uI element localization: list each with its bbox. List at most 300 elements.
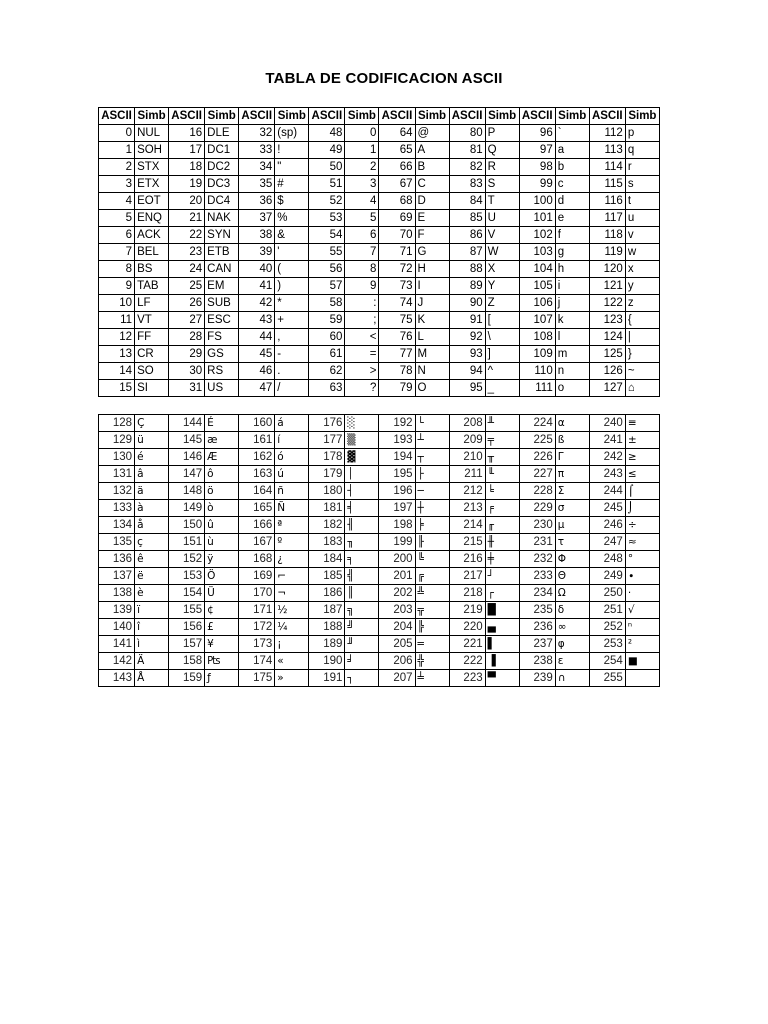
ascii-code: 205 [379, 636, 415, 653]
ascii-code: 255 [589, 670, 625, 687]
ascii-code: 68 [379, 193, 415, 210]
ascii-symbol: └ [415, 415, 449, 432]
header-ascii: ASCII [169, 108, 205, 125]
ascii-code: 153 [169, 568, 205, 585]
ascii-code: 156 [169, 619, 205, 636]
ascii-symbol: ë [135, 568, 169, 585]
ascii-symbol: ├ [415, 466, 449, 483]
ascii-symbol: : [345, 295, 379, 312]
ascii-symbol: EOT [135, 193, 169, 210]
ascii-symbol: Y [485, 278, 519, 295]
ascii-code: 166 [239, 517, 275, 534]
ascii-symbol [625, 670, 659, 687]
ascii-symbol: ó [275, 449, 309, 466]
ascii-symbol: ╕ [345, 551, 379, 568]
ascii-symbol: á [275, 415, 309, 432]
ascii-symbol: ╦ [415, 602, 449, 619]
ascii-symbol: SUB [205, 295, 239, 312]
ascii-symbol: é [135, 449, 169, 466]
ascii-symbol: Ä [135, 653, 169, 670]
ascii-symbol: o [555, 380, 589, 397]
ascii-code: 144 [169, 415, 205, 432]
ascii-code: 43 [239, 312, 275, 329]
ascii-symbol: ' [275, 244, 309, 261]
ascii-code: 214 [449, 517, 485, 534]
header-ascii: ASCII [589, 108, 625, 125]
ascii-code: 27 [169, 312, 205, 329]
ascii-symbol: S [485, 176, 519, 193]
ascii-symbol: Ñ [275, 500, 309, 517]
ascii-symbol: p [625, 125, 659, 142]
ascii-code: 237 [519, 636, 555, 653]
ascii-code: 195 [379, 466, 415, 483]
ascii-code: 128 [99, 415, 135, 432]
ascii-code: 247 [589, 534, 625, 551]
ascii-symbol: B [415, 159, 449, 176]
ascii-symbol: < [345, 329, 379, 346]
ascii-symbol: G [415, 244, 449, 261]
ascii-symbol: ÷ [625, 517, 659, 534]
ascii-symbol: P [485, 125, 519, 142]
ascii-code: 183 [309, 534, 345, 551]
ascii-code: 164 [239, 483, 275, 500]
ascii-code: 6 [99, 227, 135, 244]
ascii-symbol: ╬ [415, 653, 449, 670]
table-row [99, 602, 660, 619]
table-row [99, 125, 660, 142]
ascii-code: 109 [519, 346, 555, 363]
ascii-symbol: ƒ [205, 670, 239, 687]
ascii-code: 94 [449, 363, 485, 380]
ascii-code: 209 [449, 432, 485, 449]
ascii-symbol: ² [625, 636, 659, 653]
ascii-code: 98 [519, 159, 555, 176]
ascii-code: 169 [239, 568, 275, 585]
ascii-code: 52 [309, 193, 345, 210]
ascii-symbol: ┼ [415, 500, 449, 517]
ascii-symbol: | [625, 329, 659, 346]
ascii-code: 251 [589, 602, 625, 619]
ascii-symbol: ┐ [345, 670, 379, 687]
ascii-code: 3 [99, 176, 135, 193]
ascii-code: 163 [239, 466, 275, 483]
ascii-symbol: . [275, 363, 309, 380]
ascii-code: 240 [589, 415, 625, 432]
ascii-code: 157 [169, 636, 205, 653]
ascii-symbol: û [205, 517, 239, 534]
header-simb: Simb [625, 108, 659, 125]
ascii-symbol: x [625, 261, 659, 278]
ascii-symbol: ≥ [625, 449, 659, 466]
ascii-symbol: C [415, 176, 449, 193]
ascii-code: 180 [309, 483, 345, 500]
ascii-code: 12 [99, 329, 135, 346]
ascii-code: 230 [519, 517, 555, 534]
ascii-symbol: ü [135, 432, 169, 449]
ascii-symbol: L [415, 329, 449, 346]
ascii-code: 224 [519, 415, 555, 432]
ascii-code: 48 [309, 125, 345, 142]
ascii-symbol: CR [135, 346, 169, 363]
ascii-code: 253 [589, 636, 625, 653]
ascii-symbol: ╥ [485, 449, 519, 466]
ascii-symbol: 5 [345, 210, 379, 227]
ascii-symbol: @ [415, 125, 449, 142]
ascii-code: 102 [519, 227, 555, 244]
ascii-symbol: ETX [135, 176, 169, 193]
ascii-symbol: Æ [205, 449, 239, 466]
ascii-symbol: █ [485, 602, 519, 619]
ascii-code: 172 [239, 619, 275, 636]
ascii-symbol: 6 [345, 227, 379, 244]
ascii-code: 113 [589, 142, 625, 159]
ascii-code: 231 [519, 534, 555, 551]
ascii-code: 206 [379, 653, 415, 670]
ascii-code: 97 [519, 142, 555, 159]
ascii-symbol: n [555, 363, 589, 380]
ascii-code: 108 [519, 329, 555, 346]
ascii-symbol: δ [555, 602, 589, 619]
ascii-code: 221 [449, 636, 485, 653]
ascii-symbol: ⁿ [625, 619, 659, 636]
ascii-code: 234 [519, 585, 555, 602]
ascii-code: 182 [309, 517, 345, 534]
ascii-symbol: ╖ [345, 534, 379, 551]
table-row [99, 534, 660, 551]
ascii-code: 143 [99, 670, 135, 687]
header-simb: Simb [205, 108, 239, 125]
ascii-code: 127 [589, 380, 625, 397]
ascii-symbol: w [625, 244, 659, 261]
ascii-code: 115 [589, 176, 625, 193]
ascii-code: 130 [99, 449, 135, 466]
ascii-code: 84 [449, 193, 485, 210]
ascii-symbol: ╙ [485, 466, 519, 483]
ascii-code: 222 [449, 653, 485, 670]
ascii-symbol: N [415, 363, 449, 380]
ascii-code: 29 [169, 346, 205, 363]
ascii-code: 14 [99, 363, 135, 380]
ascii-symbol: à [135, 500, 169, 517]
ascii-symbol: √ [625, 602, 659, 619]
ascii-symbol: ~ [625, 363, 659, 380]
ascii-symbol: ú [275, 466, 309, 483]
header-ascii: ASCII [99, 108, 135, 125]
ascii-symbol: ] [485, 346, 519, 363]
ascii-code: 155 [169, 602, 205, 619]
ascii-code: 58 [309, 295, 345, 312]
ascii-symbol: Ω [555, 585, 589, 602]
ascii-symbol: SOH [135, 142, 169, 159]
ascii-symbol: ∞ [555, 619, 589, 636]
ascii-code: 15 [99, 380, 135, 397]
table-row [99, 500, 660, 517]
ascii-code: 70 [379, 227, 415, 244]
ascii-symbol: ╔ [415, 568, 449, 585]
ascii-symbol: / [275, 380, 309, 397]
ascii-symbol: SYN [205, 227, 239, 244]
ascii-symbol: ▐ [485, 653, 519, 670]
ascii-symbol: Φ [555, 551, 589, 568]
ascii-symbol: ù [205, 534, 239, 551]
table-row [99, 346, 660, 363]
ascii-symbol: â [135, 466, 169, 483]
ascii-symbol: « [275, 653, 309, 670]
ascii-code: 162 [239, 449, 275, 466]
ascii-symbol: ( [275, 261, 309, 278]
ascii-symbol: ≤ [625, 466, 659, 483]
ascii-code: 174 [239, 653, 275, 670]
ascii-code: 26 [169, 295, 205, 312]
ascii-code: 119 [589, 244, 625, 261]
ascii-code: 225 [519, 432, 555, 449]
ascii-symbol: DC2 [205, 159, 239, 176]
ascii-code: 176 [309, 415, 345, 432]
ascii-code: 9 [99, 278, 135, 295]
ascii-code: 23 [169, 244, 205, 261]
ascii-code: 33 [239, 142, 275, 159]
ascii-code: 229 [519, 500, 555, 517]
ascii-code: 111 [519, 380, 555, 397]
ascii-code: 95 [449, 380, 485, 397]
ascii-code: 194 [379, 449, 415, 466]
header-simb: Simb [275, 108, 309, 125]
ascii-symbol: ╝ [345, 619, 379, 636]
ascii-symbol: å [135, 517, 169, 534]
ascii-symbol: ╗ [345, 602, 379, 619]
ascii-code: 201 [379, 568, 415, 585]
ascii-code: 242 [589, 449, 625, 466]
ascii-code: 8 [99, 261, 135, 278]
ascii-code: 32 [239, 125, 275, 142]
ascii-symbol: l [555, 329, 589, 346]
ascii-code: 28 [169, 329, 205, 346]
ascii-symbol: (sp) [275, 125, 309, 142]
ascii-symbol: 1 [345, 142, 379, 159]
table-row [99, 449, 660, 466]
ascii-symbol: ┤ [345, 483, 379, 500]
ascii-symbol: É [205, 415, 239, 432]
ascii-symbol: î [135, 619, 169, 636]
ascii-code: 20 [169, 193, 205, 210]
ascii-code: 204 [379, 619, 415, 636]
ascii-symbol: ░ [345, 415, 379, 432]
ascii-table-extended [98, 414, 660, 687]
ascii-code: 71 [379, 244, 415, 261]
ascii-symbol: ╘ [485, 483, 519, 500]
ascii-code: 159 [169, 670, 205, 687]
ascii-symbol: DC4 [205, 193, 239, 210]
ascii-code: 191 [309, 670, 345, 687]
ascii-code: 62 [309, 363, 345, 380]
ascii-code: 193 [379, 432, 415, 449]
ascii-code: 213 [449, 500, 485, 517]
ascii-symbol: DC3 [205, 176, 239, 193]
ascii-code: 13 [99, 346, 135, 363]
ascii-symbol: ╓ [485, 517, 519, 534]
ascii-code: 181 [309, 500, 345, 517]
ascii-code: 134 [99, 517, 135, 534]
ascii-code: 228 [519, 483, 555, 500]
ascii-symbol: H [415, 261, 449, 278]
ascii-code: 77 [379, 346, 415, 363]
ascii-symbol: h [555, 261, 589, 278]
ascii-table-standard [98, 107, 660, 397]
ascii-code: 38 [239, 227, 275, 244]
ascii-symbol: 3 [345, 176, 379, 193]
ascii-symbol: F [415, 227, 449, 244]
ascii-symbol: Ö [205, 568, 239, 585]
ascii-symbol: ╪ [485, 551, 519, 568]
ascii-code: 114 [589, 159, 625, 176]
ascii-code: 103 [519, 244, 555, 261]
ascii-code: 154 [169, 585, 205, 602]
table-row [99, 670, 660, 687]
ascii-code: 129 [99, 432, 135, 449]
ascii-code: 131 [99, 466, 135, 483]
ascii-symbol: Q [485, 142, 519, 159]
ascii-symbol: K [415, 312, 449, 329]
ascii-symbol: % [275, 210, 309, 227]
ascii-symbol: ÿ [205, 551, 239, 568]
header-simb: Simb [555, 108, 589, 125]
ascii-code: 30 [169, 363, 205, 380]
ascii-symbol: ⌡ [625, 500, 659, 517]
ascii-symbol: i [555, 278, 589, 295]
ascii-symbol: BS [135, 261, 169, 278]
ascii-code: 208 [449, 415, 485, 432]
ascii-symbol: ─ [415, 483, 449, 500]
ascii-code: 121 [589, 278, 625, 295]
ascii-symbol: y [625, 278, 659, 295]
ascii-symbol: ∙ [625, 568, 659, 585]
ascii-symbol: æ [205, 432, 239, 449]
ascii-code: 254 [589, 653, 625, 670]
ascii-symbol: Θ [555, 568, 589, 585]
ascii-symbol: ╛ [345, 653, 379, 670]
ascii-code: 233 [519, 568, 555, 585]
ascii-symbol: τ [555, 534, 589, 551]
ascii-symbol: ¡ [275, 636, 309, 653]
header-ascii: ASCII [379, 108, 415, 125]
ascii-code: 54 [309, 227, 345, 244]
ascii-code: 125 [589, 346, 625, 363]
ascii-code: 158 [169, 653, 205, 670]
ascii-code: 67 [379, 176, 415, 193]
ascii-code: 96 [519, 125, 555, 142]
ascii-code: 92 [449, 329, 485, 346]
ascii-code: 147 [169, 466, 205, 483]
ascii-code: 66 [379, 159, 415, 176]
ascii-symbol: ½ [275, 602, 309, 619]
ascii-code: 179 [309, 466, 345, 483]
ascii-symbol: ¿ [275, 551, 309, 568]
ascii-symbol: ╟ [415, 534, 449, 551]
ascii-code: 110 [519, 363, 555, 380]
ascii-code: 19 [169, 176, 205, 193]
ascii-code: 219 [449, 602, 485, 619]
ascii-code: 241 [589, 432, 625, 449]
ascii-code: 220 [449, 619, 485, 636]
ascii-code: 152 [169, 551, 205, 568]
ascii-symbol: O [415, 380, 449, 397]
ascii-code: 217 [449, 568, 485, 585]
ascii-symbol: Ç [135, 415, 169, 432]
ascii-code: 90 [449, 295, 485, 312]
ascii-symbol: ∩ [555, 670, 589, 687]
ascii-code: 46 [239, 363, 275, 380]
header-simb: Simb [485, 108, 519, 125]
ascii-symbol: ö [205, 483, 239, 500]
header-ascii: ASCII [239, 108, 275, 125]
table-row [99, 568, 660, 585]
ascii-code: 218 [449, 585, 485, 602]
ascii-symbol: LF [135, 295, 169, 312]
ascii-symbol: SO [135, 363, 169, 380]
ascii-code: 79 [379, 380, 415, 397]
ascii-code: 244 [589, 483, 625, 500]
ascii-code: 18 [169, 159, 205, 176]
ascii-symbol: £ [205, 619, 239, 636]
ascii-symbol: b [555, 159, 589, 176]
ascii-symbol: ) [275, 278, 309, 295]
table-row [99, 261, 660, 278]
ascii-symbol: ° [625, 551, 659, 568]
ascii-code: 1 [99, 142, 135, 159]
ascii-code: 216 [449, 551, 485, 568]
ascii-code: 150 [169, 517, 205, 534]
ascii-symbol: ¢ [205, 602, 239, 619]
ascii-symbol: ETB [205, 244, 239, 261]
ascii-code: 170 [239, 585, 275, 602]
ascii-symbol: ┬ [415, 449, 449, 466]
ascii-symbol: D [415, 193, 449, 210]
ascii-code: 123 [589, 312, 625, 329]
ascii-symbol: Z [485, 295, 519, 312]
table-row [99, 312, 660, 329]
ascii-code: 148 [169, 483, 205, 500]
ascii-symbol: ! [275, 142, 309, 159]
ascii-code: 138 [99, 585, 135, 602]
ascii-symbol: 8 [345, 261, 379, 278]
ascii-code: 88 [449, 261, 485, 278]
ascii-code: 44 [239, 329, 275, 346]
ascii-symbol: ╠ [415, 619, 449, 636]
table-row [99, 653, 660, 670]
table-row [99, 176, 660, 193]
ascii-symbol: STX [135, 159, 169, 176]
ascii-code: 24 [169, 261, 205, 278]
ascii-symbol: US [205, 380, 239, 397]
ascii-symbol: ñ [275, 483, 309, 500]
ascii-code: 226 [519, 449, 555, 466]
ascii-code: 91 [449, 312, 485, 329]
ascii-symbol: ⌂ [625, 380, 659, 397]
ascii-symbol: V [485, 227, 519, 244]
ascii-symbol: ┌ [485, 585, 519, 602]
ascii-code: 51 [309, 176, 345, 193]
ascii-symbol: W [485, 244, 519, 261]
ascii-symbol: [ [485, 312, 519, 329]
ascii-code: 75 [379, 312, 415, 329]
ascii-symbol: T [485, 193, 519, 210]
header-simb: Simb [415, 108, 449, 125]
ascii-symbol: è [135, 585, 169, 602]
ascii-symbol: g [555, 244, 589, 261]
ascii-code: 177 [309, 432, 345, 449]
ascii-code: 117 [589, 210, 625, 227]
ascii-code: 81 [449, 142, 485, 159]
